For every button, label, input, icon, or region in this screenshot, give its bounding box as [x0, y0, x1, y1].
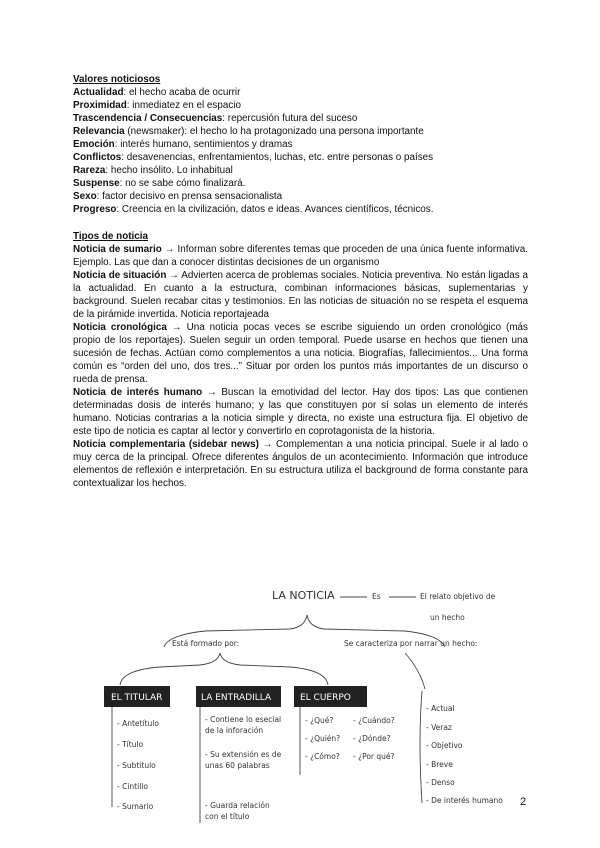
- tipo-item: [73, 321, 528, 386]
- tipo-item: [73, 243, 528, 269]
- tipo-item: [73, 438, 528, 490]
- diagram-formado: Está formado por:: [172, 639, 240, 648]
- tipo-item-desc: → Una noticia pocas veces se escribe siguiendo un orden cronológico (más propio de los reportajes). Suelen seguir un orden temporal. Puede usarse en hechos que tienen una sucesión de fechas. Actúan como complementos a una noticia. Biografías, fallecimientos... Una forma común es “orden del uno, dos tres...” Situar por orden los puntos más importantes de un discurso o rueda de prensa.: [73, 322, 528, 385]
- valor-item: [73, 86, 528, 99]
- tipo-item: [73, 269, 528, 321]
- titular-item: - Subtítulo: [117, 761, 156, 770]
- caracteristica-item: - De interés humano: [426, 796, 503, 805]
- tipo-item-desc: → Advierten acerca de problemas sociales. Noticia preventiva. No están ligadas a la actualidad. En cuanto a la estructura, combinan informaciones básicas, suplementarias y background. Suelen recabar citas y testimonios. En las noticias de situación no se respeta el esquema de la pirámide invertida. Noticia reportajeada: [73, 270, 528, 320]
- cuerpo-item: - ¿Cuándo?: [353, 716, 395, 725]
- valor-item-desc: : repercusión futura del suceso: [222, 113, 358, 124]
- tipo-item-desc: → Complementan a una noticia principal. Suele ir al lado o muy cerca de la principal. Ofrece diferentes ángulos de un acontecimiento. Información que introduce elementos de reflexión e interpretación. En su estructura utiliza el background de forma constante para contextualizar los hechos.: [73, 439, 529, 489]
- section-title-valores: Valores noticiosos: [73, 74, 161, 85]
- entradilla-item: unas 60 palabras: [205, 761, 270, 770]
- valor-item: [73, 190, 528, 203]
- valor-item-term: Progreso: [73, 204, 117, 215]
- valor-item-desc: : factor decisivo en prensa sensacionalista: [96, 191, 283, 202]
- caracteristica-item: - Actual: [426, 704, 455, 713]
- titular-item: - Sumario: [117, 802, 154, 811]
- valor-item-desc: : Creencia en la civilización, datos e ideas. Avances científicos, técnicos.: [116, 204, 434, 215]
- cuerpo-item: - ¿Qué?: [305, 716, 334, 725]
- entradilla-item: - Guarda relación: [205, 801, 270, 810]
- diagram-root: LA NOTICIA: [272, 589, 335, 602]
- entradilla-item: de la inforación: [205, 726, 264, 735]
- titular-item: - Antetítulo: [117, 719, 159, 728]
- valor-item-desc: : desavenencias, enfrentamientos, luchas, etc. entre personas o países: [121, 152, 434, 163]
- valor-item-desc: (newsmaker): el hecho lo ha protagonizado una persona importante: [124, 126, 424, 137]
- tipo-item-desc: → Buscan la emotividad del lector. Hay dos tipos: Las que contienen determinadas dosis de interés humano; y las que constituyen por sí solas un elemento de interés humano. Noticias contrarias a la noticia simple y directa, no existe una estructura fija. El objetivo de este tipo de noticia es captar al lector y convertirlo en coprotagonista de la historia.: [73, 387, 528, 437]
- tipo-item-term: Noticia de interés humano: [73, 387, 203, 398]
- cuerpo-item: - ¿Cómo?: [305, 752, 340, 761]
- diagram-definition-1: El relato objetivo de: [420, 592, 496, 601]
- valor-item-term: Suspense: [73, 178, 120, 189]
- box-cuerpo-label: EL CUERPO: [300, 693, 351, 703]
- valor-item-term: Actualidad: [73, 87, 124, 98]
- tipo-item-term: Noticia complementaria (sidebar news): [73, 439, 259, 450]
- valor-item-desc: : hecho insólito. Lo inhabitual: [105, 165, 233, 176]
- diagram-definition-2: un hecho: [430, 613, 465, 622]
- diagram-es: Es: [372, 592, 381, 601]
- noticia-diagram-svg: [100, 575, 505, 827]
- caracteristica-item: - Veraz: [426, 723, 452, 732]
- entradilla-item: - Contiene lo esecial: [205, 715, 282, 724]
- cuerpo-item: - ¿Por qué?: [353, 752, 395, 761]
- titular-item: - Título: [117, 740, 144, 749]
- valor-item-term: Sexo: [73, 191, 97, 202]
- diagram-caracteriza: Se caracteriza por narrar un hecho:: [344, 639, 478, 648]
- valor-item: [73, 99, 528, 112]
- valor-item-term: Relevancia: [73, 126, 125, 137]
- valor-item: [73, 151, 528, 164]
- valor-item: [73, 138, 528, 151]
- text-body: [73, 73, 528, 490]
- caracteristica-item: - Breve: [426, 760, 453, 769]
- valor-item: [73, 164, 528, 177]
- valor-item-desc: : interés humano, sentimientos y dramas: [114, 139, 293, 150]
- entradilla-item: - Su extensión es de: [205, 750, 282, 759]
- box-titular-label: EL TITULAR: [111, 693, 163, 703]
- tipo-item-desc: → Informan sobre diferentes temas que proceden de una única fuente informativa. Ejemplo. Las que dan a conocer distintas decisiones de un organismo: [73, 244, 528, 268]
- caracteristica-item: - Denso: [426, 778, 455, 787]
- entradilla-item: con el título: [205, 812, 250, 821]
- valor-item-desc: : inmediatez en el espacio: [126, 100, 241, 111]
- valor-item-desc: : no se sabe cómo finalizará.: [119, 178, 246, 189]
- valor-item: [73, 177, 528, 190]
- valor-item-term: Emoción: [73, 139, 115, 150]
- valor-item: [73, 112, 528, 125]
- titular-item: - Cintillo: [117, 782, 148, 791]
- box-entradilla-label: LA ENTRADILLA: [201, 693, 272, 703]
- tipo-item-term: Noticia de situación: [73, 270, 167, 281]
- valor-item-term: Rareza: [73, 165, 106, 176]
- tipo-item-term: Noticia de sumario: [73, 244, 162, 255]
- valor-item-desc: : el hecho acaba de ocurrir: [123, 87, 241, 98]
- cuerpo-item: - ¿Dónde?: [353, 734, 391, 743]
- noticia-diagram: [100, 575, 505, 827]
- valores-list: [73, 86, 528, 216]
- tipo-item: [73, 386, 528, 438]
- section-title-tipos: Tipos de noticia: [73, 231, 148, 242]
- page-number: 2: [520, 796, 527, 808]
- caracteristica-item: - Objetivo: [426, 741, 463, 750]
- valor-item-term: Proximidad: [73, 100, 127, 111]
- tipo-item-term: Noticia cronológica: [73, 322, 167, 333]
- valor-item: [73, 203, 528, 216]
- valor-item-term: Trascendencia / Consecuencias: [73, 113, 223, 124]
- tipos-list: [73, 243, 528, 490]
- cuerpo-item: - ¿Quién?: [305, 734, 341, 743]
- valor-item: [73, 125, 528, 138]
- valor-item-term: Conflictos: [73, 152, 122, 163]
